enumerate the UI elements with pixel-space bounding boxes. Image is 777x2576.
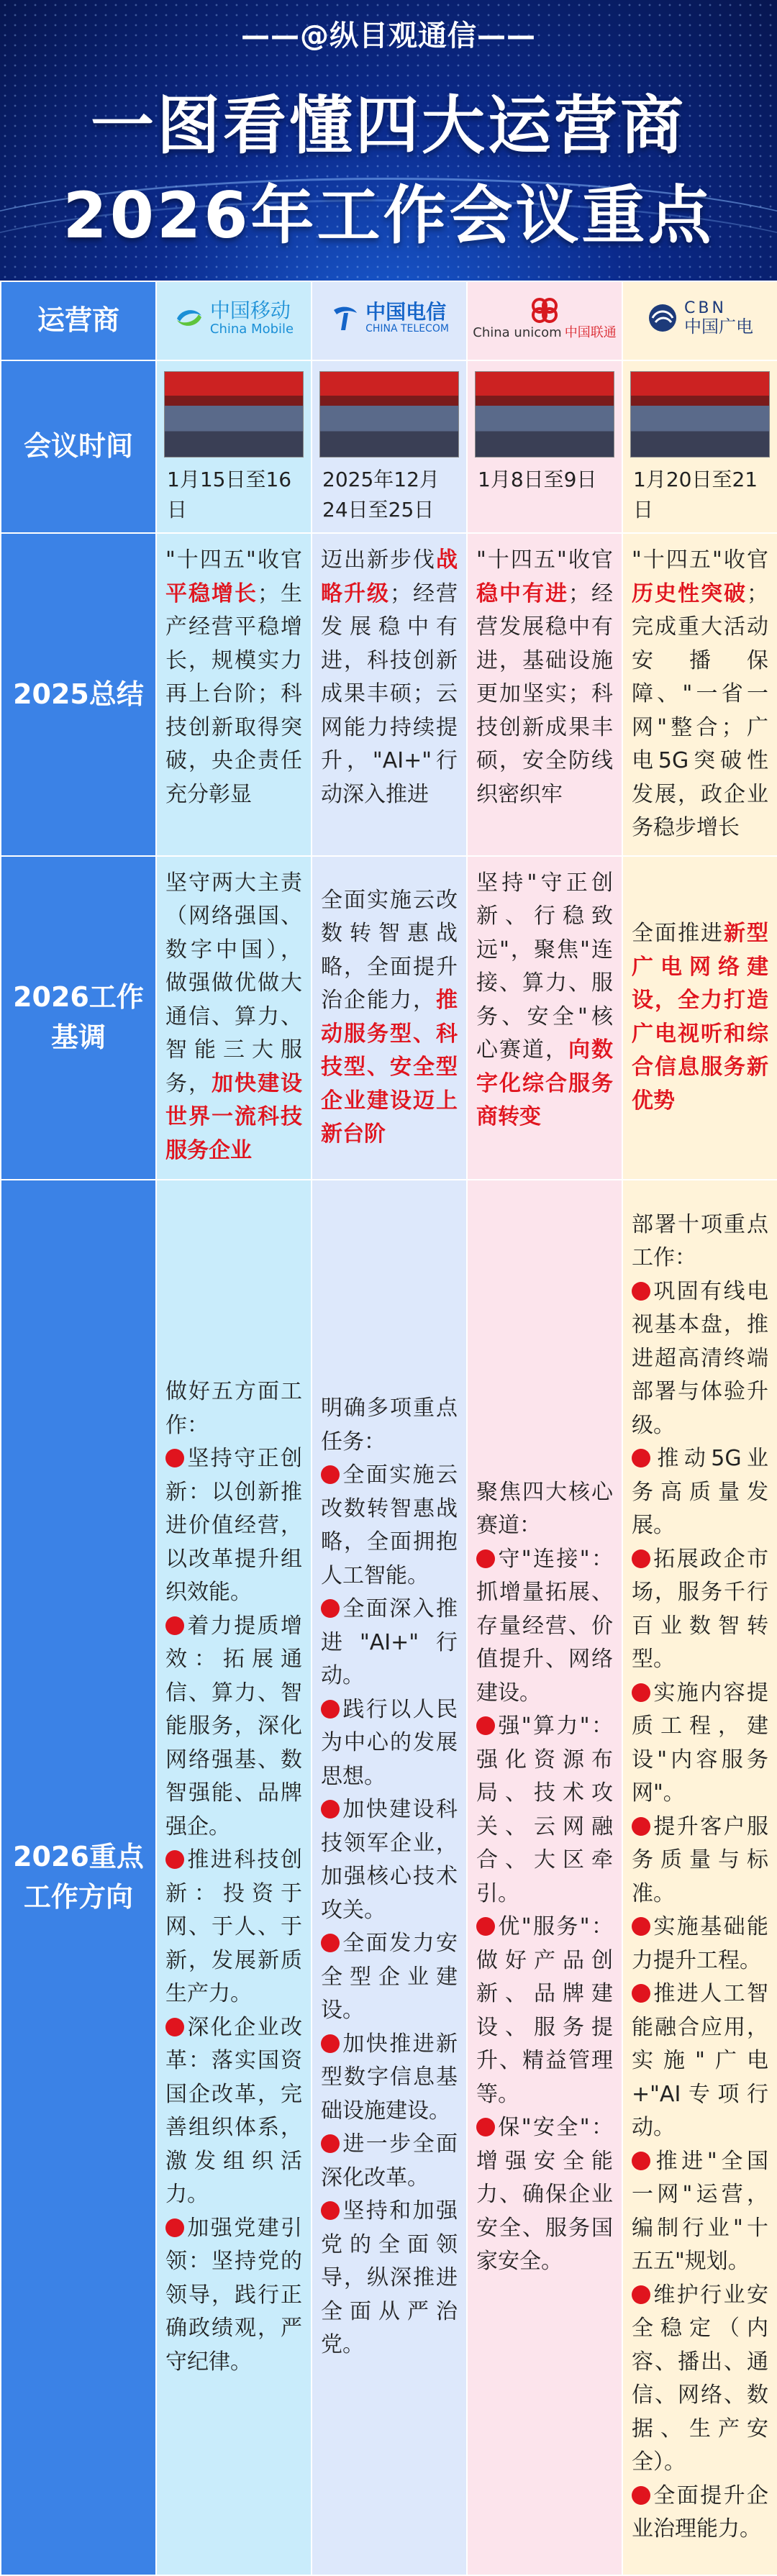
cbn-name-cn: 中国广电 [684,316,753,337]
list-item: 坚持守正创新：以创新推进价值经营，以改革提升组织效能。 [165,1446,302,1605]
list-item: 守"连接"：抓增量拓展、存量经营、价值提升、网络建设。 [476,1546,613,1706]
red-dot-icon [165,1850,184,1869]
red-dot-icon [476,1716,495,1735]
china-telecom-name-en: CHINA TELECOM [365,322,449,334]
list-item: 优"服务"：做好产品创新、品牌建设、服务提升、精益管理等。 [476,1914,613,2107]
red-dot-icon [632,2285,650,2304]
list-item: 推进人工智能融合应用，实施"广电+"AI专项行动。 [632,1981,768,2140]
keynote-2026-row [1,856,777,1180]
meeting-photo [630,371,770,458]
red-dot-icon [476,1549,495,1568]
meeting-time-mobile: 1月15日至16日 [167,468,292,522]
time-cell-telecom [312,360,467,533]
summary-2025-row [1,533,777,856]
direction-unicom [468,1466,622,2289]
red-dot-icon [165,2018,184,2036]
time-cell-cbn [622,360,777,533]
summary-cbn: "十四五"收官历史性突破；完成重大活动安播保障、"一省一网"整合；广电5G突破性发展，政企业务稳步增长 [632,547,768,840]
list-item: 着力提质增效：拓展通信、算力、智能服务，深化网络强基、数智强能、品牌强企。 [165,1613,302,1839]
list-item: 强"算力"：强化资源布局、技术攻关、云网融合、大区牵引。 [476,1713,613,1906]
china-telecom-logo-icon [330,303,360,333]
china-unicom-name-en: China unicom [473,325,562,341]
list-item: 坚持和加强党的全面领导，纵深推进全面从严治党。 [321,2198,458,2358]
list-item: 推进"全国一网"运营，编制行业"十五五"规划。 [632,2148,768,2274]
direction-intro: 聚焦四大核心赛道： [476,1479,613,1538]
red-dot-icon [476,1917,495,1936]
list-item: 提升客户服务质量与标准。 [632,1813,768,1906]
red-dot-icon [321,2034,340,2053]
red-dot-icon [321,1800,340,1819]
list-item: 全面深入推进"AI+"行动。 [321,1596,458,1689]
keynote-telecom: 全面实施云改数转智惠战略，全面提升治企能力，推动服务型、科技型、安全型企业建设迈上新台阶 [321,887,458,1147]
list-item: 践行以人民为中心的发展思想。 [321,1696,458,1789]
keynote-cbn: 全面推进新型广电网络建设，全力打造广电视听和综合信息服务新优势 [632,921,768,1114]
logo-china-telecom [312,281,467,360]
list-item: 维护行业安全稳定（内容、播出、通信、网络、数据、生产安全）。 [632,2282,768,2475]
red-dot-icon [632,1282,650,1301]
direction-2026-row [1,1180,777,2575]
meeting-time-unicom: 1月8日至9日 [478,468,597,491]
china-unicom-logo-icon [525,296,564,324]
page-title-line2: 2026年工作会议重点 [63,178,714,252]
china-mobile-name-en: China Mobile [209,321,294,337]
list-item: 深化企业改革：落实国资国企改革，完善组织体系，激发组织活力。 [165,2014,302,2207]
red-dot-icon [165,1616,184,1635]
row-label-keynote-2026: 2026工作 基调 [1,856,156,1180]
meeting-photo [475,371,614,458]
china-mobile-name-cn: 中国移动 [209,298,291,322]
list-item: 保"安全"：增强安全能力、确保企业安全、服务国家安全。 [476,2115,613,2274]
summary-unicom: "十四五"收官稳中有进；经营发展稳中有进，基础设施更加坚实；科技创新成果丰硕，安全防线织密织牢 [476,547,613,807]
row-label-direction-2026: 2026重点 工作方向 [1,1180,156,2575]
china-unicom-name-cn: 中国联通 [564,325,617,341]
time-cell-unicom [467,360,622,533]
red-dot-icon [632,1984,650,2003]
cbn-name-en: CBN [684,299,727,317]
header-banner [0,0,777,281]
keynote-mobile: 坚守两大主责（网络强国、数字中国），做强做优做大通信、算力、智能三大服务，加快建设世界一流科技服务企业 [165,870,302,1163]
red-dot-icon [321,1700,340,1719]
red-dot-icon [321,2201,340,2220]
red-dot-icon [165,1449,184,1467]
time-cell-mobile [156,360,312,533]
list-item: 加快建设科技领军企业，加强核心技术攻关。 [321,1797,458,1923]
comparison-table [0,281,777,2576]
summary-telecom: 迈出新步伐战略升级；经营发展稳中有进，科技创新成果丰硕；云网能力持续提升，"AI+"行动深入推进 [321,547,458,807]
list-item: 加快推进新型数字信息基础设施建设。 [321,2031,458,2124]
list-item: 全面提升企业治理能力。 [632,2482,768,2541]
direction-intro: 部署十项重点工作： [632,1211,768,1270]
meeting-time-cbn: 1月20日至21日 [633,468,758,522]
logo-china-broadnet [622,281,777,360]
red-dot-icon [632,2486,650,2505]
list-item: 推动5G业务高质量发展。 [632,1446,768,1538]
logo-china-mobile [156,281,312,360]
list-item: 实施内容提质工程，建设"内容服务网"。 [632,1680,768,1806]
direction-cbn [623,1198,777,2557]
row-label-meeting-time: 会议时间 [1,360,156,533]
red-dot-icon [321,2134,340,2153]
china-telecom-name-cn: 中国电信 [365,299,447,324]
logo-china-unicom [467,281,622,360]
red-dot-icon [632,1917,650,1936]
red-dot-icon [321,1934,340,1952]
row-label-summary-2025: 2025总结 [1,533,156,856]
red-dot-icon [165,2218,184,2237]
header-subtitle: ——@纵目观通信—— [241,19,536,53]
list-item: 推进科技创新：投资于网、于人、于新，发展新质生产力。 [165,1847,302,2006]
list-item: 加强党建引领：坚持党的领导，践行正确政绩观，严守纪律。 [165,2215,302,2375]
red-dot-icon [632,1549,650,1568]
list-item: 巩固有线电视基本盘，推进超高清终端部署与体验升级。 [632,1278,768,1438]
red-dot-icon [632,1683,650,1702]
meeting-time-telecom: 2025年12月24日至25日 [322,468,440,522]
list-item: 进一步全面深化改革。 [321,2131,458,2190]
row-label-operator: 运营商 [1,281,156,360]
meeting-photo [164,371,304,458]
page-title-line1: 一图看懂四大运营商 [90,88,686,163]
list-item: 全面实施云改数转智惠战略，全面拥抱人工智能。 [321,1462,458,1588]
red-dot-icon [632,1449,650,1467]
red-dot-icon [476,2118,495,2136]
direction-intro: 做好五方面工作： [165,1379,302,1438]
meeting-photo [319,371,459,458]
direction-telecom [312,1382,466,2372]
red-dot-icon [632,2152,650,2170]
list-item: 实施基础能力提升工程。 [632,1914,768,1973]
red-dot-icon [632,1817,650,1836]
direction-intro: 明确多项重点任务： [321,1396,458,1455]
red-dot-icon [321,1465,340,1484]
cbn-logo-icon [647,302,678,334]
meeting-time-row [1,360,777,533]
red-dot-icon [321,1599,340,1618]
list-item: 全面发力安全型企业建设。 [321,1931,458,2024]
china-mobile-logo-icon [174,303,204,333]
direction-mobile [157,1365,311,2389]
summary-mobile: "十四五"收官平稳增长；生产经营平稳增长，规模实力再上台阶；科技创新取得突破，央企责任充分彰显 [165,547,302,807]
operator-row [1,281,777,360]
list-item: 拓展政企市场，服务千行百业数智转型。 [632,1546,768,1672]
keynote-unicom: 坚持"守正创新、行稳致远"，聚焦"连接、算力、服务、安全"核心赛道，向数字化综合服务商转变 [476,870,613,1129]
